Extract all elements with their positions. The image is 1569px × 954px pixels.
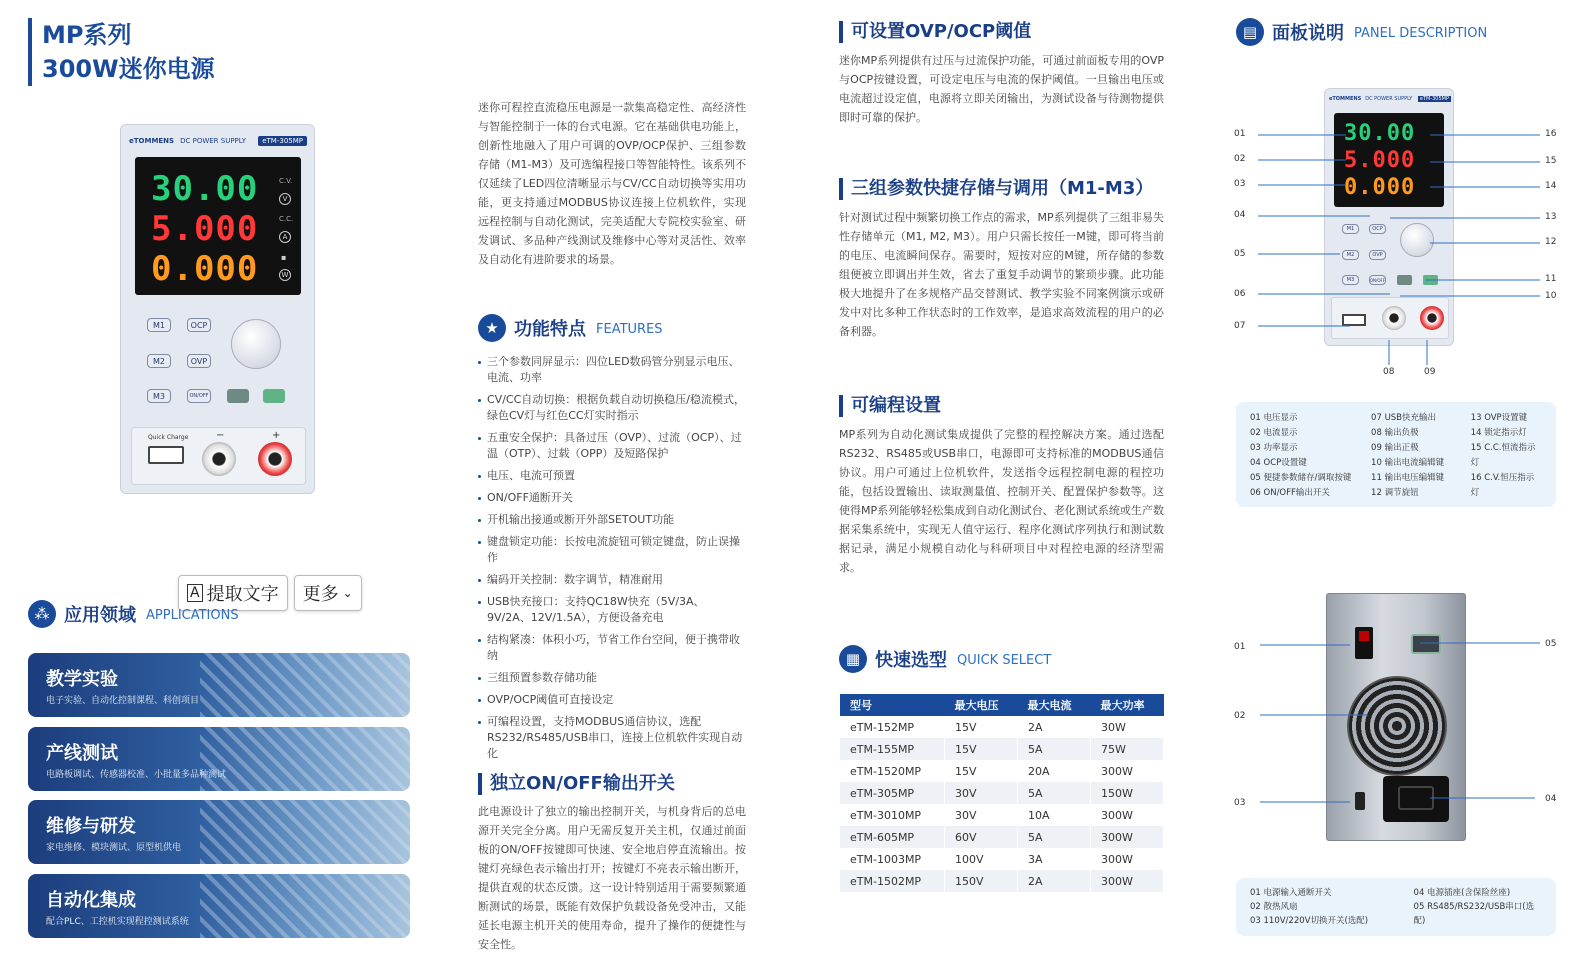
ovp-heading: 可设置OVP/OCP阈值: [839, 21, 1031, 43]
w-unit: W: [279, 269, 291, 281]
table-row: [840, 804, 1164, 826]
panel-legend: [1236, 402, 1556, 507]
table-cell: 30V: [944, 782, 1017, 804]
panel-ocp-button[interactable]: OCP: [1369, 224, 1386, 234]
table-row: [840, 826, 1164, 848]
memory-body: 针对测试过程中频繁切换工作点的需求，MP系列提供了三组非易失性存储单元（M1, M2, M3）。用户只需长按任一M键，即可将当前的电压、电流瞬间保存。需要时，短按对应的M键，所存储的参数组便被立即调出并生效，省去了重复手动调节的繁琐步骤。此功能极大地提升了在多规格产品交替测试、教学实验不同案例演示或研发中对比多种工作状态时的工作效率，是追求高效流程的用户的必备利器。: [839, 211, 1164, 338]
extract-text-button[interactable]: A 提取文字: [178, 575, 288, 611]
list-item: 开机输出接通或断开外部SETOUT功能: [478, 512, 748, 528]
panel-m3-button[interactable]: M3: [1342, 275, 1359, 285]
table-row: [840, 716, 1164, 738]
table-cell: 20A: [1017, 760, 1090, 782]
list-item: USB快充接口：支持QC18W快充（5V/3A、9V/2A、12V/1.5A），方便设备充电: [478, 594, 748, 626]
memory-heading: 三组参数快捷存储与调用（M1-M3）: [839, 178, 1153, 200]
table-cell: 15V: [944, 738, 1017, 760]
table-cell: eTM-1502MP: [840, 870, 944, 892]
apps-grid-icon: ⁂: [28, 600, 56, 628]
panel-power-readout: 0.000: [1344, 175, 1416, 200]
quick-select-heading: ▦ 快速选型 QUICK SELECT: [839, 645, 1051, 673]
program-body: MP系列为自动化测试集成提供了完整的程控解决方案。通过选配RS232、RS485或USB串口，电源即可支持标准的MODBUS通信协议。用户可通过上位机软件，发送指令远程控制电源的程控功能，包括设置输出、读取测量值、控制开关、配置保护参数等。这使得MP系列能够轻松集成到自动化测试台、老化测试系统或生产数据采集系统中，实现无人值守运行、程序化测试序列执行和测试数据记录，满足小规模自动化与科研项目中对程控电源的经济型需求。: [839, 428, 1164, 574]
ocp-button[interactable]: OCP: [187, 318, 211, 332]
text-scan-icon: A: [187, 584, 203, 602]
page-title: MP系列 300W迷你电源: [28, 18, 215, 86]
list-item: 三组预置参数存储功能: [478, 670, 748, 686]
output-panel: [131, 427, 306, 485]
quick-charge-label: Quick Charge: [148, 434, 189, 441]
table-cell: 30W: [1090, 716, 1163, 738]
table-cell: 300W: [1090, 760, 1163, 782]
table-row: [840, 738, 1164, 760]
list-item: 五重安全保护：具备过压（OVP）、过流（OCP）、过温（OTP）、过载（OPP）及短路保护: [478, 430, 748, 462]
list-item: OVP/OCP阈值可直接设定: [478, 692, 748, 708]
panel-callout-lines: [1230, 120, 1550, 380]
panel-ovp-button[interactable]: OVP: [1369, 250, 1386, 260]
list-item: 编码开关控制：数字调节，精准耐用: [478, 572, 748, 588]
features-heading: ★ 功能特点 FEATURES: [478, 314, 663, 342]
table-cell: 100V: [944, 848, 1017, 870]
table-cell: 30V: [944, 804, 1017, 826]
ovp-button[interactable]: OVP: [187, 354, 211, 368]
table-cell: eTM-305MP: [840, 782, 944, 804]
list-item: 结构紧凑：体积小巧，节省工作台空间，便于携带收纳: [478, 632, 748, 664]
table-cell: 300W: [1090, 804, 1163, 826]
onoff-body: 此电源设计了独立的输出控制开关，与机身背后的总电源开关完全分离。用户无需反复开关主机，仅通过前面板的ON/OFF按键即可快速、安全地启停直流输出。按键灯亮绿色表示输出打开；按键灯不亮表示输出断开，提供直观的状态反馈。这一设计特别适用于需要频繁通断测试的场景，既能有效保护负载设备免受冲击，又能延长电源主机开关的使用寿命，提升了操作的便捷性与安全性。: [478, 805, 746, 951]
panel-current-readout: 5.000: [1344, 148, 1416, 173]
table-cell: 5A: [1017, 826, 1090, 848]
table-cell: 5A: [1017, 738, 1090, 760]
v-unit: V: [279, 193, 291, 205]
table-cell: 2A: [1017, 716, 1090, 738]
list-item: 键盘锁定功能：长按电流旋钮可锁定键盘，防止误操作: [478, 534, 748, 566]
current-readout: 5.000: [151, 209, 259, 249]
table-row: [840, 760, 1164, 782]
rear-num-02: 02: [1234, 711, 1246, 721]
table-cell: 10A: [1017, 804, 1090, 826]
voltage-readout: 30.00: [151, 169, 259, 209]
table-cell: 300W: [1090, 826, 1163, 848]
panel-bottom-number-08: 08: [1383, 367, 1395, 377]
usb-port[interactable]: [148, 446, 184, 464]
table-cell: 2A: [1017, 870, 1090, 892]
table-cell: 15V: [944, 760, 1017, 782]
ovp-body: 迷你MP系列提供有过压与过流保护功能，可通过前面板专用的OVP与OCP按键设置，可设定电压与电流的保护阈值。一旦输出电压或电流超过设定值，电源将立即关闭输出，为测试设备与待测物提供即时可靠的保护。: [839, 54, 1164, 124]
panel-legend-col-1: 01 电压显示 02 电流显示 03 功率显示 04 OCP设置键 05 便捷参数储存/调取按键 06 ON/OFF输出开关: [1250, 413, 1352, 498]
rear-callout-lines: [1250, 630, 1550, 830]
panel-onoff-button[interactable]: ON/OFF: [1369, 275, 1386, 285]
rear-num-03: 03: [1234, 798, 1246, 808]
rear-legend-col-1: 01 电源输入通断开关 02 散热风扇 03 110V/220V切换开关(选配): [1250, 888, 1369, 926]
program-heading: 可编程设置: [839, 395, 941, 417]
table-grid-icon: ▦: [839, 645, 867, 673]
rear-num-01: 01: [1234, 642, 1246, 652]
app-card-repair: 维修与研发 家电维修、模块测试、原型机供电: [28, 800, 410, 864]
table-cell: 150V: [944, 870, 1017, 892]
onoff-button[interactable]: ON/OFF: [187, 389, 211, 403]
m2-button[interactable]: M2: [147, 354, 171, 368]
table-cell: 300W: [1090, 848, 1163, 870]
negative-terminal[interactable]: [202, 442, 236, 476]
applications-heading: ⁂ 应用领域 APPLICATIONS: [28, 600, 239, 628]
cc-indicator: C.C.: [279, 215, 294, 223]
rear-num-04: 04: [1545, 794, 1557, 804]
list-item: ON/OFF通断开关: [478, 490, 748, 506]
panel-legend-col-3: 13 OVP设置键 14 锁定指示灯 15 C.C.恒流指示灯 16 C.V.恒压指示灯: [1470, 413, 1536, 498]
rear-legend-col-2: 04 电源插座(含保险丝座) 05 RS485/RS232/USB串口(选配): [1413, 888, 1535, 926]
panel-doc-icon: ▤: [1236, 18, 1264, 46]
list-item: CV/CC自动切换：根据负载自动切换稳压/稳流模式，绿色CV灯与红色CC灯实时指示: [478, 392, 748, 424]
table-row: [840, 848, 1164, 870]
app-card-automation: 自动化集成 配合PLC、工控机实现程控测试系统: [28, 874, 410, 938]
m1-button[interactable]: M1: [147, 318, 171, 332]
plus-label: +: [272, 430, 281, 441]
current-edit-button[interactable]: [263, 389, 285, 403]
table-cell: 15V: [944, 716, 1017, 738]
table-cell: 75W: [1090, 738, 1163, 760]
minus-label: −: [216, 430, 225, 441]
cv-indicator: C.V.: [279, 177, 293, 185]
list-item: 三个参数同屏显示：四位LED数码管分别显示电压、电流、功率: [478, 354, 748, 386]
table-cell: eTM-155MP: [840, 738, 944, 760]
brand-bar: eTOMMENS DC POWER SUPPLY eTM-305MP: [129, 133, 307, 149]
table-row: [840, 870, 1164, 892]
rear-legend: [1236, 878, 1556, 936]
voltage-edit-button[interactable]: [227, 389, 249, 403]
list-item: 电压、电流可预置: [478, 468, 748, 484]
more-button[interactable]: 更多 ⌄: [294, 575, 362, 611]
adjust-knob[interactable]: [231, 319, 281, 369]
table-cell: 5A: [1017, 782, 1090, 804]
table-cell: eTM-1520MP: [840, 760, 944, 782]
power-readout: 0.000: [151, 249, 259, 289]
a-unit: A: [279, 231, 291, 243]
table-cell: 150W: [1090, 782, 1163, 804]
panel-legend-col-2: 07 USB快充输出 08 输出负极 09 输出正极 10 输出电流编辑键 11 输出电压编辑键 12 调节旋钮: [1371, 413, 1445, 498]
panel-bottom-number-09: 09: [1424, 367, 1436, 377]
display-panel: [135, 157, 301, 295]
m3-button[interactable]: M3: [147, 389, 171, 403]
positive-terminal[interactable]: [258, 442, 292, 476]
table-cell: 3A: [1017, 848, 1090, 870]
panel-heading: ▤ 面板说明 PANEL DESCRIPTION: [1236, 18, 1487, 46]
chevron-down-icon: ⌄: [342, 586, 353, 600]
list-item: 可编程设置，支持MODBUS通信协议，选配RS232/RS485/USB串口，连接上位机软件实现自动化: [478, 714, 748, 762]
rear-num-05: 05: [1545, 639, 1557, 649]
table-cell: eTM-605MP: [840, 826, 944, 848]
lock-icon: ▪: [281, 253, 287, 262]
table-row: [840, 782, 1164, 804]
table-header-row: 型号 最大电压 最大电流 最大功率: [840, 694, 1164, 716]
table-cell: 60V: [944, 826, 1017, 848]
features-list: [478, 354, 748, 768]
app-card-production: 产线测试 电路板调试、传感器校准、小批量多品种测试: [28, 727, 410, 791]
table-cell: 300W: [1090, 870, 1163, 892]
app-card-teaching: 教学实验 电子实验、自动化控制课程、科创项目: [28, 653, 410, 717]
panel-voltage-readout: 30.00: [1344, 121, 1416, 146]
panel-m1-button[interactable]: M1: [1342, 224, 1359, 234]
onoff-heading: 独立ON/OFF输出开关: [478, 773, 675, 795]
table-cell: eTM-152MP: [840, 716, 944, 738]
device-front-image: [120, 124, 315, 494]
table-cell: eTM-3010MP: [840, 804, 944, 826]
star-icon: ★: [478, 314, 506, 342]
table-cell: eTM-1003MP: [840, 848, 944, 870]
panel-m2-button[interactable]: M2: [1342, 250, 1359, 260]
panel-brand-bar: eTOMMENS DC POWER SUPPLY eTM-305MP: [1329, 96, 1449, 102]
quick-select-table: [840, 694, 1164, 892]
intro-paragraph: 迷你可程控直流稳压电源是一款集高稳定性、高经济性与智能控制于一体的台式电源。它在基础供电功能上，创新性地融入了用户可调的OVP/OCP保护、三组参数存储（M1-M3）及可选编程接口等智能特性。该系列不仅延续了LED四位清晰显示与CV/CC自动切换等实用功能，更支持通过MODBUS协议连接上位机软件，实现远程控制与自动化测试，完美适配大专院校实验室、研发调试、多品种产线测试及维修中心等对灵活性、效率及自动化有进阶要求的场景。: [478, 101, 746, 266]
